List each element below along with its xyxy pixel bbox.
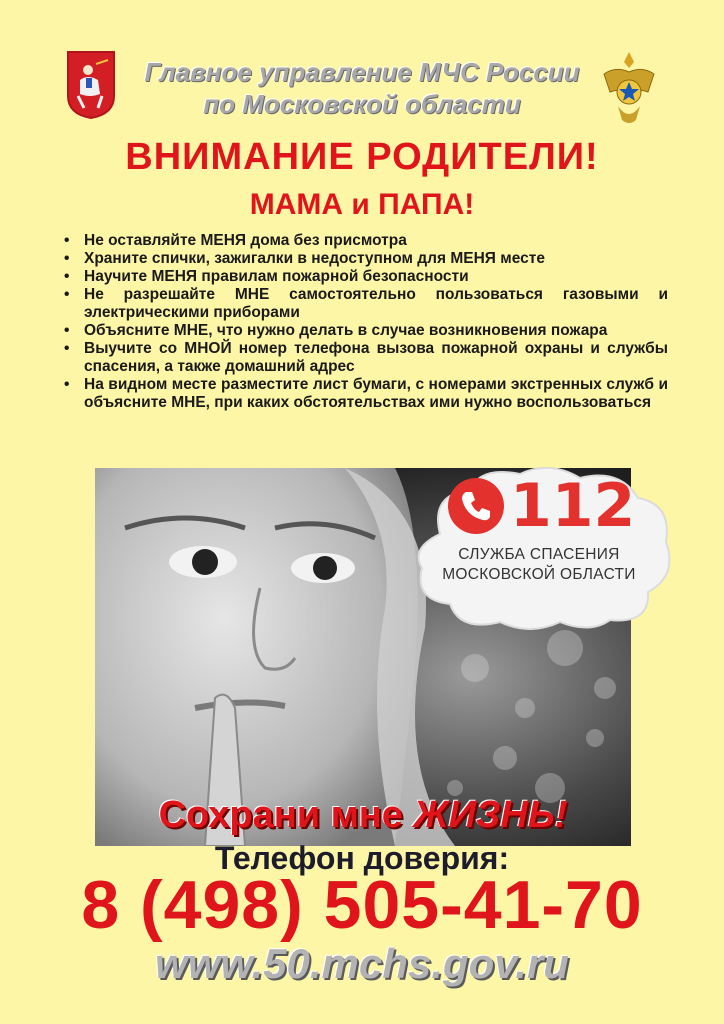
sub-title: МАМА и ПАПА! — [249, 188, 475, 221]
slogan-part-1: Сохрани мне — [158, 794, 414, 836]
website-link[interactable]: www.50.mchs.gov.ru — [155, 940, 569, 987]
phone-icon — [448, 478, 504, 534]
moscow-oblast-coat-of-arms-icon — [66, 50, 116, 120]
emercom-emblem-icon — [598, 48, 660, 128]
emergency-number: 112 — [510, 471, 636, 541]
tip-item: • Не оставляйте МЕНЯ дома без присмотра — [62, 232, 668, 250]
tip-item: • Не разрешайте МНЕ самостоятельно пользоваться газовыми и электрическими приборами — [62, 286, 668, 322]
org-line-2: по Московской области — [203, 89, 521, 119]
slogan — [95, 794, 631, 837]
safety-tips-list — [62, 232, 668, 412]
region-label: МОСКОВСКОЙ ОБЛАСТИ — [442, 566, 636, 583]
rescue-service-label: СЛУЖБА СПАСЕНИЯ — [458, 546, 620, 563]
org-line-1: Главное управление МЧС России — [144, 57, 580, 87]
organization-name — [120, 56, 604, 120]
tip-item: • Объясните МНЕ, что нужно делать в случае возникновения пожара — [62, 322, 668, 340]
tip-item: • Выучите со МНОЙ номер телефона вызова пожарной охраны и службы спасения, а также домашний адрес — [62, 340, 668, 376]
tip-item: • Храните спички, зажигалки в недоступном для МЕНЯ месте — [62, 250, 668, 268]
tip-item: • Научите МЕНЯ правилам пожарной безопасности — [62, 268, 668, 286]
hotline-number: 8 (498) 505-41-70 — [81, 867, 643, 943]
slogan-part-2: ЖИЗНЬ! — [413, 794, 568, 836]
hotline-label: Телефон доверия: — [214, 840, 510, 876]
tip-item: • На видном месте разместите лист бумаги, с номерами экстренных служб и объясните МНЕ, при каких обстоятельствах ими нужно воспользоваться — [62, 376, 668, 412]
main-title: ВНИМАНИЕ РОДИТЕЛИ! — [125, 136, 599, 178]
